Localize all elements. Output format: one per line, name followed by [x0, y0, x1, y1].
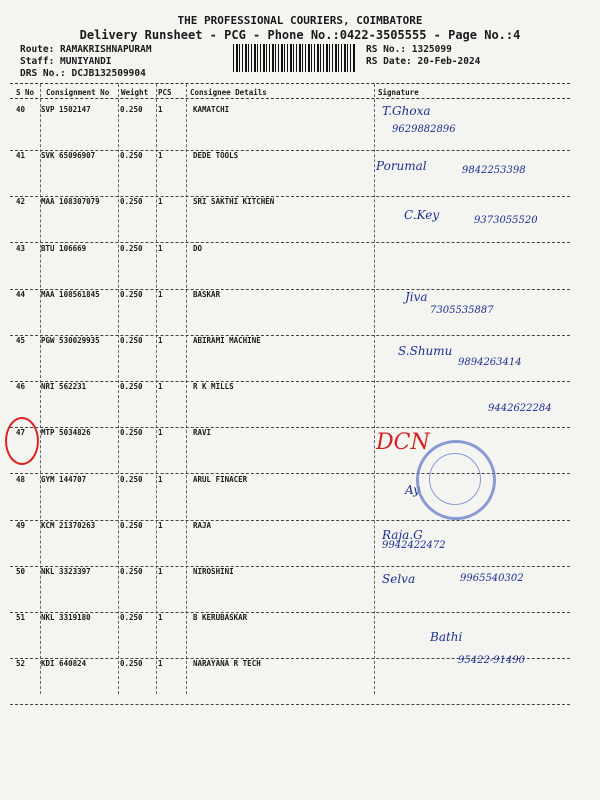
runsheet-subtitle: Delivery Runsheet - PCG - Phone No.:0422-3505555 - Page No.:4	[79, 28, 521, 42]
company-stamp	[416, 440, 496, 520]
consignee-name: NIROSHINI	[193, 567, 234, 576]
consignee-name: RAJA	[193, 520, 212, 530]
consignment-number: MTP 5034826	[41, 428, 91, 438]
pieces-count: 1	[158, 659, 163, 669]
handwritten-phone: 9965540302	[460, 573, 524, 584]
pieces-count: 1	[158, 289, 163, 299]
handwritten-phone: 9373055520	[474, 215, 538, 226]
weight-value: 0.250	[120, 151, 143, 161]
weight-value: 0.250	[120, 289, 143, 299]
consignment-number: SVP 1502147	[41, 105, 91, 114]
consignee-name: RAVI	[193, 428, 212, 438]
consignee-name: SRI SAKTHI KITCHEN	[193, 197, 275, 207]
pieces-count: 1	[158, 243, 163, 253]
table-row	[0, 105, 600, 151]
route-label: Route: RAMAKRISHNAPURAM	[20, 44, 152, 55]
pieces-count: 1	[158, 382, 163, 392]
handwritten-phone: 9442622284	[488, 403, 552, 414]
table-row	[0, 290, 600, 336]
pieces-count: 1	[158, 613, 163, 623]
pieces-count: 1	[158, 474, 163, 484]
handwritten-phone: 7305535887	[430, 305, 494, 316]
header-rule-top	[10, 83, 570, 84]
handwritten-signature: S.Shumu	[398, 344, 453, 358]
consignee-name: DO	[193, 243, 203, 253]
handwritten-signature: Selva	[382, 572, 416, 586]
col-weight: Weight	[121, 88, 149, 97]
handwritten-signature: Porumal	[376, 159, 427, 173]
col-signature: Signature	[378, 88, 419, 97]
serial-number: 41	[16, 151, 26, 161]
pieces-count: 1	[158, 567, 163, 576]
handwritten-phone: 9629882896	[392, 124, 456, 135]
serial-number: 52	[16, 659, 26, 669]
table-row	[0, 521, 600, 567]
handwritten-signature: DCN	[376, 430, 430, 455]
serial-number: 44	[16, 289, 26, 299]
consignment-number: NKL 3323397	[41, 567, 91, 576]
weight-value: 0.250	[120, 105, 143, 114]
weight-value: 0.250	[120, 474, 143, 484]
consignment-number: NRI 562231	[41, 382, 87, 392]
col-sno: S No	[16, 88, 35, 97]
consignee-name: B KERUBASKAR	[193, 613, 248, 623]
rs-date: RS Date: 20-Feb-2024	[366, 56, 481, 67]
handwritten-phone: 9942422472	[382, 540, 446, 551]
weight-value: 0.250	[120, 382, 143, 392]
consignment-number: KCM 21370263	[41, 520, 96, 530]
consignee-name: ARUL FINACER	[193, 474, 248, 484]
table-row	[0, 428, 600, 474]
consignment-number: BTU 106669	[41, 243, 87, 253]
pieces-count: 1	[158, 428, 163, 438]
consignment-number: MAA 108561845	[41, 289, 100, 299]
handwritten-signature: Ay	[405, 483, 420, 497]
serial-number: 45	[16, 336, 26, 345]
staff-label: Staff: MUNIYANDI	[20, 56, 112, 67]
weight-value: 0.250	[120, 197, 143, 207]
handwritten-phone: 9894263414	[458, 357, 522, 368]
barcode	[233, 44, 355, 72]
pieces-count: 1	[158, 197, 163, 207]
red-circle-mark	[5, 417, 39, 465]
pieces-count: 1	[158, 520, 163, 530]
consignee-name: DEDE TOOLS	[193, 151, 239, 161]
serial-number: 51	[16, 613, 26, 623]
weight-value: 0.250	[120, 520, 143, 530]
serial-number: 46	[16, 382, 26, 392]
weight-value: 0.250	[120, 428, 143, 438]
serial-number: 49	[16, 520, 26, 530]
table-row	[0, 244, 600, 290]
rs-number: RS No.: 1325099	[366, 44, 452, 55]
serial-number: 42	[16, 197, 26, 207]
consignee-name: R K MILLS	[193, 382, 234, 392]
consignee-name: ABIRAMI MACHINE	[193, 336, 261, 345]
handwritten-signature: C.Key	[404, 208, 440, 222]
weight-value: 0.250	[120, 243, 143, 253]
handwritten-signature: Raja.G	[382, 528, 423, 542]
handwritten-signature: Bathi	[430, 630, 463, 644]
handwritten-phone: 95422-91490	[458, 655, 526, 666]
serial-number: 47	[16, 428, 26, 438]
consignee-name: NARAYANA R TECH	[193, 659, 261, 669]
col-consignment: Consignment No	[46, 88, 110, 97]
weight-value: 0.250	[120, 613, 143, 623]
company-title: THE PROFESSIONAL COURIERS, COIMBATORE	[177, 14, 423, 27]
consignment-number: MAA 108307079	[41, 197, 100, 207]
consignee-name: KAMATCHI	[193, 105, 230, 114]
table-row	[0, 475, 600, 521]
header-rule-bottom	[10, 98, 570, 99]
handwritten-signature: T.Ghoxa	[382, 104, 431, 118]
consignment-number: SVK 65096907	[41, 151, 96, 161]
weight-value: 0.250	[120, 336, 143, 345]
serial-number: 43	[16, 243, 26, 253]
consignee-name: BASKAR	[193, 289, 221, 299]
handwritten-phone: 9842253398	[462, 165, 526, 176]
col-pcs: PCS	[158, 88, 172, 97]
row-divider	[10, 704, 570, 705]
consignment-number: NKL 3319180	[41, 613, 91, 623]
serial-number: 50	[16, 567, 26, 576]
pieces-count: 1	[158, 151, 163, 161]
pieces-count: 1	[158, 105, 163, 114]
table-row	[0, 659, 600, 705]
weight-value: 0.250	[120, 659, 143, 669]
pieces-count: 1	[158, 336, 163, 345]
col-details: Consignee Details	[190, 88, 267, 97]
table-row	[0, 613, 600, 659]
serial-number: 40	[16, 105, 26, 114]
consignment-number: PGW 530029935	[41, 336, 100, 345]
handwritten-signature: Jiva	[405, 290, 428, 304]
consignment-number: GYM 144707	[41, 474, 87, 484]
weight-value: 0.250	[120, 567, 143, 576]
serial-number: 48	[16, 474, 26, 484]
consignment-number: KDI 640824	[41, 659, 87, 669]
drs-label: DRS No.: DCJB132509904	[20, 68, 146, 79]
